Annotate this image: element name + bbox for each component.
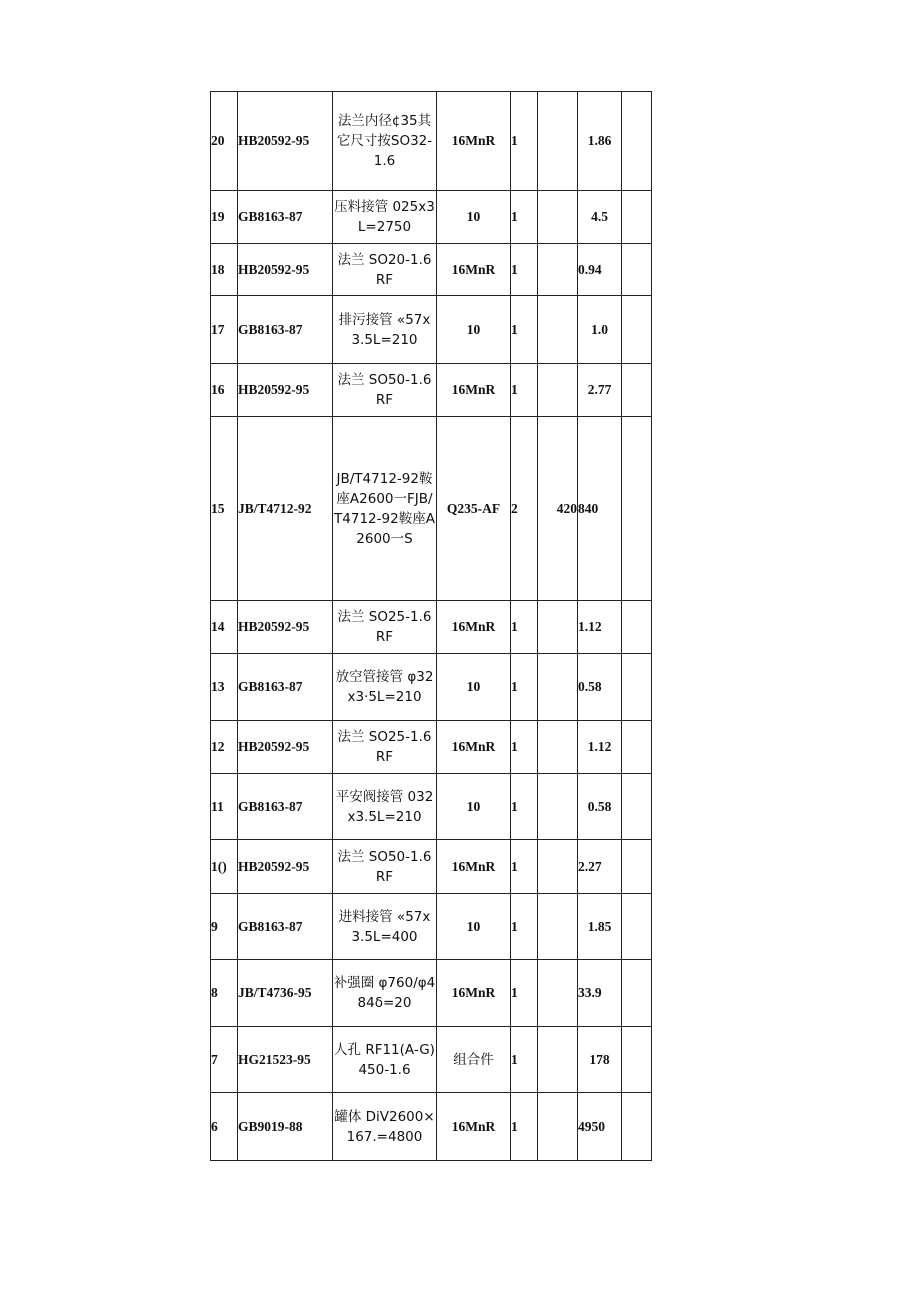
table-row (211, 601, 652, 654)
part-name: 法兰内径¢35其它尺寸按SO32-1.6 (333, 92, 437, 191)
standard-code: GB8163-87 (238, 296, 333, 364)
quantity: 2 (511, 417, 538, 601)
total-weight: 840 (578, 417, 622, 601)
row-number: 7 (211, 1027, 238, 1093)
material: 10 (437, 774, 511, 840)
row-number: 1() (211, 840, 238, 894)
remarks (622, 894, 652, 960)
unit-weight (538, 601, 578, 654)
material: 16MnR (437, 244, 511, 296)
standard-code: GB8163-87 (238, 774, 333, 840)
table-row (211, 296, 652, 364)
row-number: 9 (211, 894, 238, 960)
material: 16MnR (437, 92, 511, 191)
parts-list-table (210, 91, 652, 1161)
remarks (622, 654, 652, 721)
row-number: 6 (211, 1093, 238, 1161)
standard-code: GB9019-88 (238, 1093, 333, 1161)
standard-code: JB/T4712-92 (238, 417, 333, 601)
part-name: 进料接管 «57x3.5L=400 (333, 894, 437, 960)
total-weight: 4950 (578, 1093, 622, 1161)
unit-weight (538, 774, 578, 840)
quantity: 1 (511, 1093, 538, 1161)
standard-code: HB20592-95 (238, 721, 333, 774)
part-name: 压料接管 025x3L=2750 (333, 191, 437, 244)
material: 组合件 (437, 1027, 511, 1093)
table-row (211, 244, 652, 296)
quantity: 1 (511, 894, 538, 960)
standard-code: HB20592-95 (238, 840, 333, 894)
row-number: 15 (211, 417, 238, 601)
total-weight: 4.5 (578, 191, 622, 244)
table-row (211, 1027, 652, 1093)
remarks (622, 191, 652, 244)
row-number: 8 (211, 960, 238, 1027)
table-row (211, 960, 652, 1027)
table-row (211, 191, 652, 244)
total-weight: 1.85 (578, 894, 622, 960)
row-number: 12 (211, 721, 238, 774)
row-number: 11 (211, 774, 238, 840)
total-weight: 1.0 (578, 296, 622, 364)
table-row (211, 364, 652, 417)
row-number: 13 (211, 654, 238, 721)
quantity: 1 (511, 601, 538, 654)
standard-code: HG21523-95 (238, 1027, 333, 1093)
remarks (622, 774, 652, 840)
unit-weight (538, 92, 578, 191)
quantity: 1 (511, 721, 538, 774)
standard-code: HB20592-95 (238, 601, 333, 654)
total-weight: 33.9 (578, 960, 622, 1027)
material: 16MnR (437, 364, 511, 417)
unit-weight (538, 721, 578, 774)
table-row (211, 1093, 652, 1161)
total-weight: 178 (578, 1027, 622, 1093)
part-name: 法兰 SO25-1.6RF (333, 721, 437, 774)
unit-weight (538, 1093, 578, 1161)
standard-code: HB20592-95 (238, 364, 333, 417)
unit-weight (538, 1027, 578, 1093)
unit-weight (538, 960, 578, 1027)
remarks (622, 960, 652, 1027)
quantity: 1 (511, 244, 538, 296)
material: 16MnR (437, 721, 511, 774)
part-name: 平安阀接管 032x3.5L=210 (333, 774, 437, 840)
material: 16MnR (437, 601, 511, 654)
part-name: 法兰 SO20-1.6RF (333, 244, 437, 296)
unit-weight: 420 (538, 417, 578, 601)
material: 10 (437, 191, 511, 244)
row-number: 16 (211, 364, 238, 417)
table-row (211, 721, 652, 774)
unit-weight (538, 244, 578, 296)
total-weight: 1.86 (578, 92, 622, 191)
remarks (622, 92, 652, 191)
unit-weight (538, 894, 578, 960)
material: 16MnR (437, 1093, 511, 1161)
material: 16MnR (437, 960, 511, 1027)
total-weight: 1.12 (578, 601, 622, 654)
total-weight: 2.27 (578, 840, 622, 894)
unit-weight (538, 191, 578, 244)
standard-code: HB20592-95 (238, 92, 333, 191)
unit-weight (538, 364, 578, 417)
part-name: 补强圈 φ760/φ484δ=20 (333, 960, 437, 1027)
quantity: 1 (511, 92, 538, 191)
table-row (211, 894, 652, 960)
quantity: 1 (511, 654, 538, 721)
part-name: JB/T4712-92鞍座A2600一FJB/T4712-92鞍座A2600一S (333, 417, 437, 601)
row-number: 17 (211, 296, 238, 364)
table-row (211, 92, 652, 191)
remarks (622, 840, 652, 894)
part-name: 排污接管 «57x3.5L=210 (333, 296, 437, 364)
remarks (622, 721, 652, 774)
row-number: 14 (211, 601, 238, 654)
quantity: 1 (511, 364, 538, 417)
remarks (622, 417, 652, 601)
standard-code: GB8163-87 (238, 894, 333, 960)
total-weight: 0.58 (578, 774, 622, 840)
part-name: 法兰 SO50-1.6RF (333, 840, 437, 894)
unit-weight (538, 654, 578, 721)
quantity: 1 (511, 191, 538, 244)
row-number: 20 (211, 92, 238, 191)
remarks (622, 296, 652, 364)
part-name: 人孔 RF11(A-G)450-1.6 (333, 1027, 437, 1093)
quantity: 1 (511, 1027, 538, 1093)
part-name: 罐体 DiV2600×167.=4800 (333, 1093, 437, 1161)
standard-code: JB/T4736-95 (238, 960, 333, 1027)
material: 10 (437, 654, 511, 721)
remarks (622, 244, 652, 296)
unit-weight (538, 296, 578, 364)
remarks (622, 1093, 652, 1161)
table-row (211, 654, 652, 721)
remarks (622, 601, 652, 654)
remarks (622, 364, 652, 417)
table-row (211, 774, 652, 840)
unit-weight (538, 840, 578, 894)
total-weight: 0.94 (578, 244, 622, 296)
total-weight: 0.58 (578, 654, 622, 721)
standard-code: HB20592-95 (238, 244, 333, 296)
remarks (622, 1027, 652, 1093)
standard-code: GB8163-87 (238, 191, 333, 244)
standard-code: GB8163-87 (238, 654, 333, 721)
material: 10 (437, 894, 511, 960)
part-name: 放空管接管 φ32x3·5L=210 (333, 654, 437, 721)
material: 10 (437, 296, 511, 364)
quantity: 1 (511, 774, 538, 840)
quantity: 1 (511, 840, 538, 894)
total-weight: 1.12 (578, 721, 622, 774)
material: 16MnR (437, 840, 511, 894)
material: Q235-AF (437, 417, 511, 601)
table-row (211, 840, 652, 894)
part-name: 法兰 SO50-1.6RF (333, 364, 437, 417)
table-row (211, 417, 652, 601)
row-number: 19 (211, 191, 238, 244)
total-weight: 2.77 (578, 364, 622, 417)
part-name: 法兰 SO25-1.6RF (333, 601, 437, 654)
quantity: 1 (511, 960, 538, 1027)
quantity: 1 (511, 296, 538, 364)
row-number: 18 (211, 244, 238, 296)
